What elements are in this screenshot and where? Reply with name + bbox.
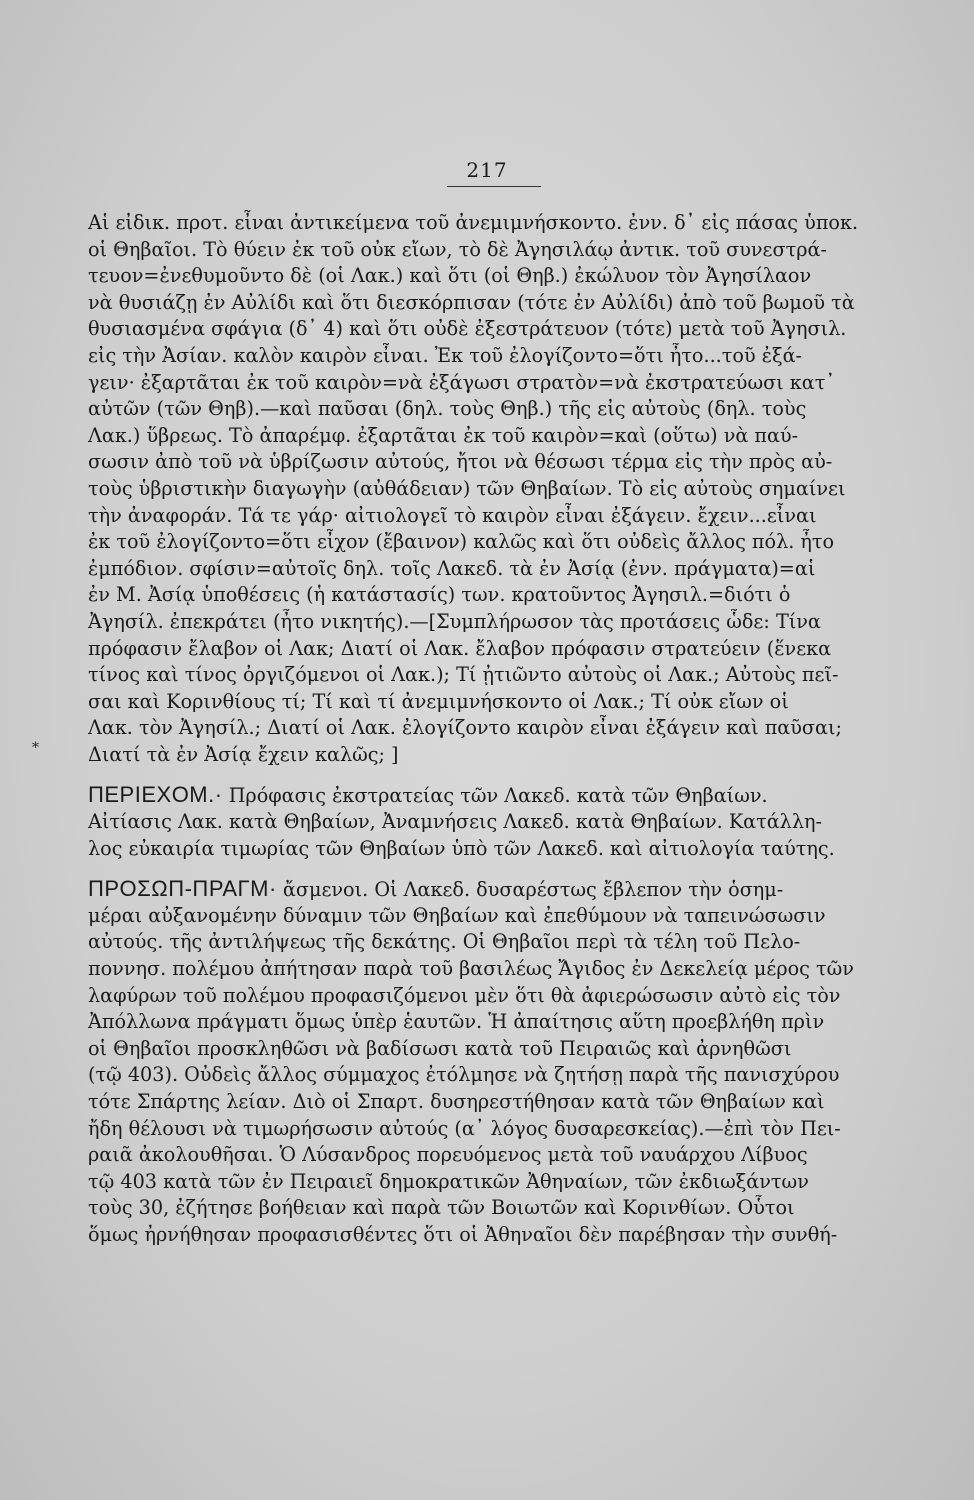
text-line: τότε Σπάρτης λείαν. Διὸ οἱ Σπαρτ. δυσηρεστήθησαν κατὰ τῶν Θηβαίων καὶ [88,1090,825,1113]
page-number: 217 [466,158,508,182]
paragraph-gap [88,768,858,782]
text-line: Ἀπόλλωνα πράγματι ὅμως ὑπὲρ ἑαυτῶν. Ἡ ἀπαίτησις αὕτη προεβλήθη πρὶν [88,1010,825,1034]
section-first-line [88,876,858,903]
text-line: γειν· ἐξαρτᾶται ἐκ τοῦ καιρὸν=νὰ ἐξάγωσι στρατὸν=νὰ ἐκστρατεύωσι κατ᾽ [88,370,835,394]
text-line: Λακ.) ὕβρεως. Τὸ ἀπαρέμφ. ἐξαρτᾶται ἐκ τοῦ καιρὸν=καὶ (οὕτω) νὰ παύ- [88,423,799,447]
text-line: αὐτούς. τῆς ἀντιλήψεως τῆς δεκάτης. Οἱ Θηβαῖοι περὶ τὰ τέλη τοῦ Πελο- [88,930,801,954]
text-line: Αἰτίασις Λακ. κατὰ Θηβαίων, Ἀναμνήσεις Λακεδ. κατὰ Θηβαίων. Κατάλλη- [88,810,822,834]
section-first-text: ἄσμενοι. Οἱ Λακεδ. δυσαρέστως ἔβλεπον τὴν ὁσημ- [282,878,784,902]
text-line: σαι καὶ Κορινθίους τί; Τί καὶ τί ἀνεμιμνήσκοντο οἱ Λακ.; Τί οὐκ εἴων οἱ [88,689,789,713]
text-line: ἐκ τοῦ ἐλογίζοντο=ὅτι εἶχον (ἔβαινον) καλῶς καὶ ὅτι οὐδεὶς ἄλλος πόλ. ἦτο [88,530,835,554]
periexom-section [88,782,858,862]
prosop-section [88,876,858,1248]
text-line: Αἱ εἰδικ. προτ. εἶναι ἀντικείμενα τοῦ ἀνεμιμνήσκοντο. ἐνν. δ᾽ εἰς πάσας ὑποκ. [88,211,858,234]
text-line: τοὺς 30, ἐζήτησε βοήθειαν καὶ παρὰ τῶν Βοιωτῶν καὶ Κορινθίων. Οὗτοι [88,1196,795,1220]
text-line: οἱ Θηβαῖοι. Τὸ θύειν ἐκ τοῦ οὐκ εἴων, τὸ δὲ Ἀγησιλάῳ ἀντικ. τοῦ συνεστρά- [88,237,827,261]
section-heading: ΠΡΟΣΩΠ-ΠΡΑΓΜ· [88,876,277,902]
text-line: θυσιασμένα σφάγια (δ᾽ 4) καὶ ὅτι οὐδὲ ἐξεστράτευον (τότε) μετὰ τοῦ Ἀγησιλ. [88,317,847,341]
text-line: τευον=ἐνεθυμοῦντο δὲ (οἱ Λακ.) καὶ ὅτι (οἱ Θηβ.) ἐκώλυον τὸν Ἀγησίλαον [88,264,812,288]
text-line: τοὺς ὑβριστικὴν διαγωγὴν (αὐθάδειαν) τῶν Θηβαίων. Τὸ εἰς αὐτοὺς σημαίνει [88,476,846,500]
text-line: σωσιν ἀπὸ τοῦ νὰ ὑβρίζωσιν αὐτούς, ἤτοι νὰ θέσωσι τέρμα εἰς τὴν πρὸς αὐ- [88,450,833,474]
text-line: ραιᾶ ἀκολουθῆσαι. Ὁ Λύσανδρος πορευόμενος μετὰ τοῦ ναυάρχου Λίβυος [88,1143,808,1167]
page-text [88,210,858,1249]
paragraph-gap [88,862,858,876]
text-line: Ἀγησίλ. ἐπεκράτει (ἦτο νικητής).—[Συμπλήρωσον τὰς προτάσεις ὧδε: Τίνα [88,609,821,633]
section-first-line [88,782,858,809]
header-rule [447,186,541,187]
text-line: ἐν Μ. Ἀσίᾳ ὑποθέσεις (ἡ κατάστασίς) των. κρατοῦντος Ἀγησιλ.=διότι ὁ [88,583,791,607]
text-line: ποννησ. πολέμου ἀπήτησαν παρὰ τοῦ βασιλέως Ἄγιδος ἐν Δεκελείᾳ μέρος τῶν [88,957,854,981]
section-first-text: Πρόφασις ἐκστρατείας τῶν Λακεδ. κατὰ τῶν Θηβαίων. [228,784,768,808]
section-heading: ΠΕΡΙΕΧΟΜ.· [88,782,223,808]
text-line: πρόφασιν ἔλαβον οἱ Λακ; Διατί οἱ Λακ. ἔλαβον πρόφασιν στρατεύειν (ἕνεκα [88,636,832,660]
text-line: νὰ θυσιάζῃ ἐν Αὐλίδι καὶ ὅτι διεσκόρπισαν (τότε ἐν Αὐλίδι) ἀπὸ τοῦ βωμοῦ τὰ [88,290,855,314]
text-line: οἱ Θηβαῖοι προσκληθῶσι νὰ βαδίσωσι κατὰ τοῦ Πειραιῶς καὶ ἀρνηθῶσι [88,1036,792,1060]
text-line: ὅμως ἠρνήθησαν προφασισθέντες ὅτι οἱ Ἀθηναῖοι δὲν παρέβησαν τὴν συνθή- [88,1222,838,1246]
text-line: τίνος καὶ τίνος ὀργιζόμενοι οἱ Λακ.); Τί ᾐτιῶντο αὐτοὺς οἱ Λακ.; Αὐτοὺς πεῖ- [88,663,839,687]
text-line: τῷ 403 κατὰ τῶν ἐν Πειραιεῖ δημοκρατικῶν Ἀθηναίων, τῶν ἐκδιωξάντων [88,1169,809,1193]
margin-mark: * [32,740,39,756]
text-line: εἰς τὴν Ἀσίαν. καλὸν καιρὸν εἶναι. Ἐκ τοῦ ἐλογίζοντο=ὅτι ἦτο...τοῦ ἐξά- [88,343,803,367]
text-line: λος εὐκαιρία τιμωρίας τῶν Θηβαίων ὑπὸ τῶν Λακεδ. καὶ αἰτιολογία ταύτης. [88,836,835,860]
text-line: μέραι αὐξανομένην δύναμιν τῶν Θηβαίων καὶ ἐπεθύμουν νὰ ταπεινώσωσιν [88,903,826,927]
text-line: Διατί τὰ ἐν Ἀσίᾳ ἔχειν καλῶς; ] [88,742,399,766]
notes-paragraph [88,210,858,768]
text-line: ἐμπόδιον. σφίσιν=αὐτοῖς δηλ. τοῖς Λακεδ. τὰ ἐν Ἀσίᾳ (ἐνν. πράγματα)=αἱ [88,556,816,580]
text-line: ἤδη θέλουσι νὰ τιμωρήσωσιν αὐτούς (α᾽ λόγος δυσαρεσκείας).—ἐπὶ τὸν Πει- [88,1116,841,1140]
text-line: λαφύρων τοῦ πολέμου προφασιζόμενοι μὲν ὅτι θὰ ἀφιερώσωσιν αὐτὸ εἰς τὸν [88,983,841,1007]
text-line: αὐτῶν (τῶν Θηβ).—καὶ παῦσαι (δηλ. τοὺς Θηβ.) τῆς εἰς αὐτοὺς (δηλ. τοὺς [88,397,807,421]
text-line: Λακ. τὸν Ἀγησίλ.; Διατί οἱ Λακ. ἐλογίζοντο καιρὸν εἶναι ἐξάγειν καὶ παῦσαι; [88,716,842,740]
text-line: (τῷ 403). Οὐδεὶς ἄλλος σύμμαχος ἐτόλμησε νὰ ζητήσῃ παρὰ τῆς πανισχύρου [88,1063,840,1087]
text-line: τὴν ἀναφοράν. Τά τε γάρ· αἰτιολογεῖ τὸ καιρὸν εἶναι ἐξάγειν. ἔχειν...εἶναι [88,503,817,527]
